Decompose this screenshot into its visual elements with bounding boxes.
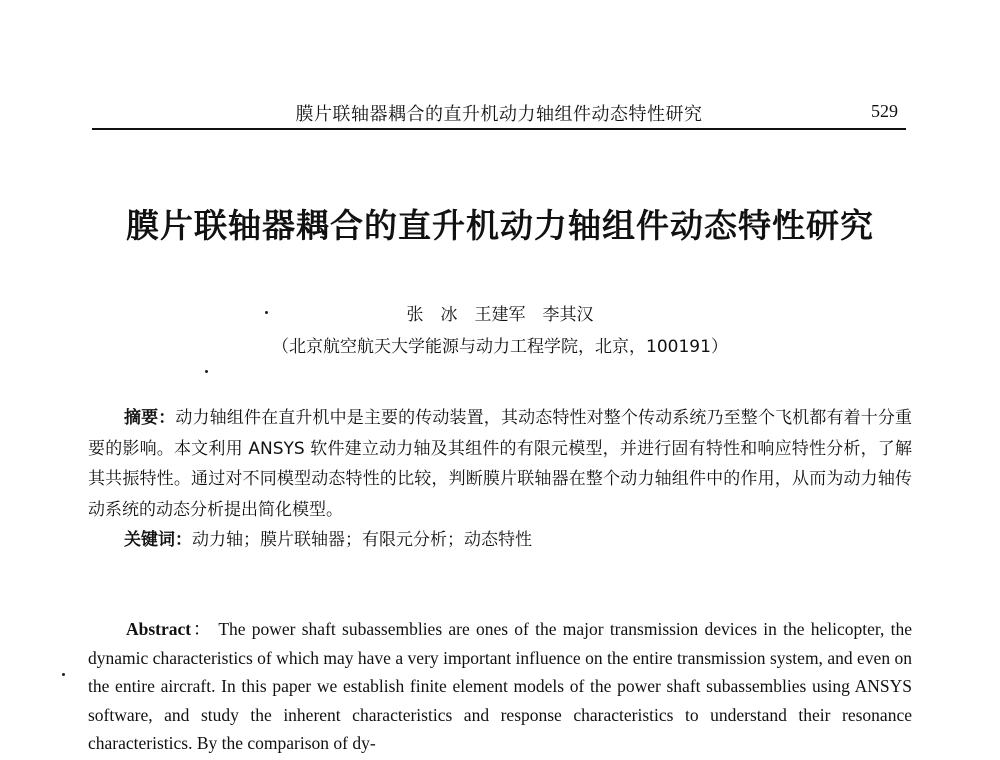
author-list: 张 冰 王建军 李其汉 (406, 305, 594, 325)
abstract-cn-label: 摘要： (124, 408, 176, 428)
keywords-cn-text: 动力轴；膜片联轴器；有限元分析；动态特性 (192, 530, 532, 550)
abstract-en-separator: ： (191, 619, 213, 639)
running-title: 膜片联轴器耦合的直升机动力轴组件动态特性研究 (295, 104, 703, 125)
keywords-cn-label: 关键词： (124, 530, 192, 550)
keywords-chinese (124, 525, 532, 550)
running-header (92, 100, 906, 130)
abstract-en-text: The power shaft subassemblies are ones of the major transmission devices in the helicopter, the dynamic characteristics of which may have a very important influence on the entire transmission system, and even on the entire aircraft. In this paper we establish finite element models of the power shaft subassemblies using ANSYS software, and study the inherent characteristics and response characteristics to understand their resonance characteristics. By the comparison of dy- (88, 619, 913, 753)
abstract-cn-text: 动力轴组件在直升机中是主要的传动装置，其动态特性对整个传动系统乃至整个飞机都有着十分重要的影响。本文利用 ANSYS 软件建立动力轴及其组件的有限元模型，并进行固有特性和响应特性分析，了解其共振特性。通过对不同模型动态特性的比较，判断膜片联轴器在整个动力轴组件中的作用，从而为动力轴传动系统的动态分析提出简化模型。 (88, 408, 913, 520)
affiliation: （北京航空航天大学能源与动力工程学院，北京，100191） (272, 337, 728, 357)
abstract-en-label: Abstract (126, 619, 192, 639)
abstract-chinese (88, 403, 912, 525)
abstract-english (88, 615, 912, 758)
paper-title: 膜片联轴器耦合的直升机动力轴组件动态特性研究 (126, 206, 874, 245)
scan-speck (265, 311, 268, 314)
scan-speck (205, 370, 208, 373)
scan-speck (62, 673, 65, 676)
page-number: 529 (871, 101, 898, 121)
